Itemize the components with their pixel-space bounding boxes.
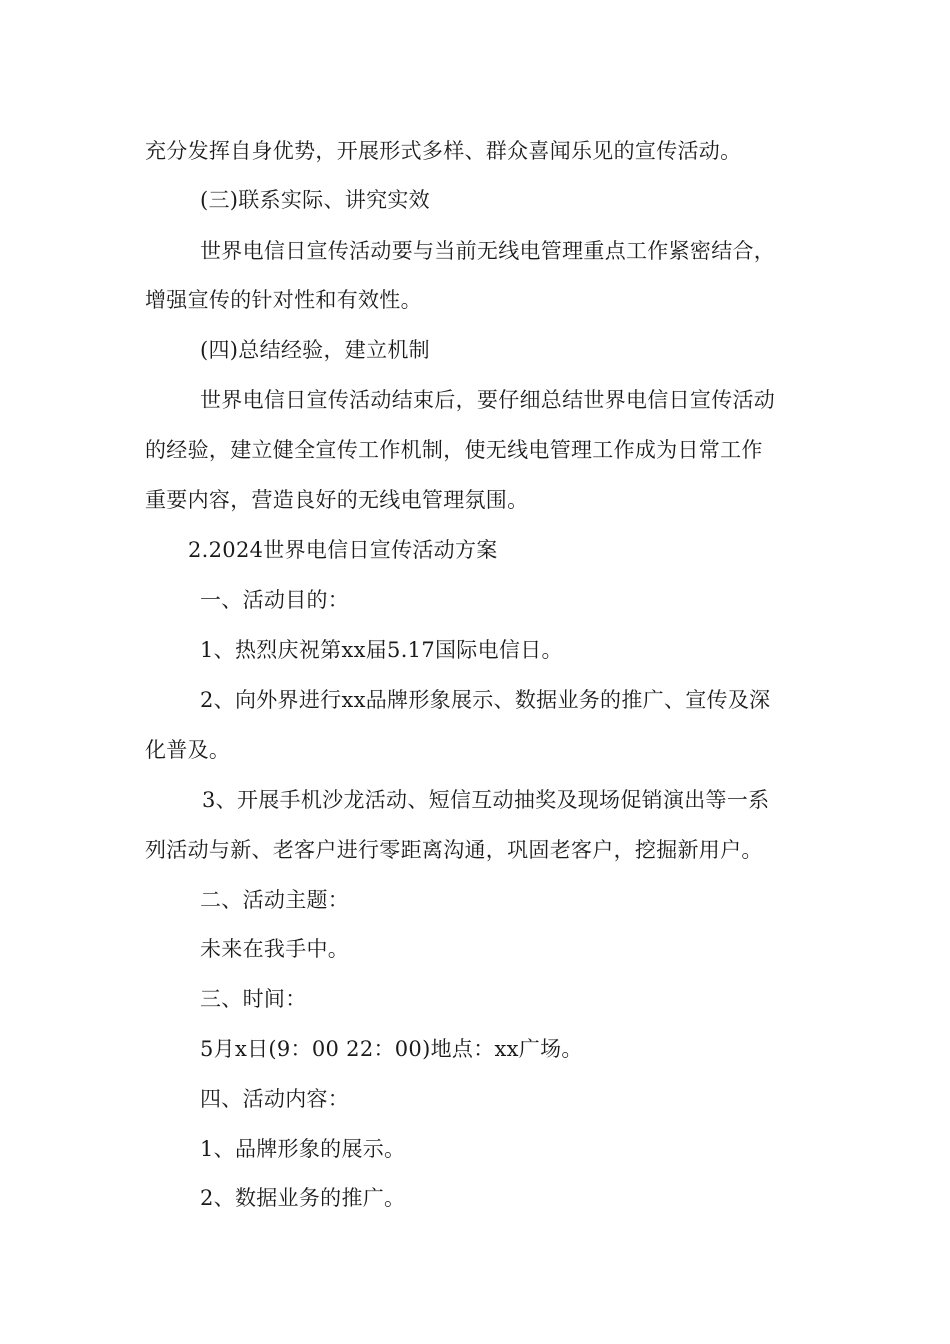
list-item: 2、向外界进行xx品牌形象展示、数据业务的推广、宣传及深: [200, 688, 771, 712]
paragraph-line: 充分发挥自身优势，开展形式多样、群众喜闻乐见的宣传活动。: [145, 139, 742, 163]
section-heading: (四)总结经验，建立机制: [200, 338, 430, 362]
paragraph-line: 化普及。: [145, 738, 231, 762]
list-item: 1、品牌形象的展示。: [200, 1137, 406, 1161]
section-heading: 三、时间：: [200, 987, 307, 1011]
document-title: 2.2024世界电信日宣传活动方案: [188, 538, 498, 562]
paragraph-line: 的经验，建立健全宣传工作机制，使无线电管理工作成为日常工作: [145, 438, 763, 462]
section-heading: 二、活动主题：: [200, 888, 350, 912]
paragraph-line: 增强宣传的针对性和有效性。: [145, 288, 422, 312]
paragraph-line: 重要内容，营造良好的无线电管理氛围。: [145, 488, 529, 512]
section-heading: 一、活动目的：: [200, 588, 350, 612]
paragraph-line: 世界电信日宣传活动结束后，要仔细总结世界电信日宣传活动: [200, 388, 776, 412]
list-item: 3、开展手机沙龙活动、短信互动抽奖及现场促销演出等一系: [202, 788, 770, 812]
paragraph-line: 世界电信日宣传活动要与当前无线电管理重点工作紧密结合，: [200, 239, 776, 263]
list-item: 2、数据业务的推广。: [200, 1186, 406, 1210]
paragraph-line: 未来在我手中。: [200, 937, 350, 961]
list-item: 1、热烈庆祝第xx届5.17国际电信日。: [200, 638, 563, 662]
paragraph-line: 列活动与新、老客户进行零距离沟通，巩固老客户，挖掘新用户。: [145, 838, 763, 862]
section-heading: 四、活动内容：: [200, 1087, 350, 1111]
paragraph-line: 5月x日(9：00 22：00)地点：xx广场。: [200, 1037, 583, 1061]
section-heading: (三)联系实际、讲究实效: [200, 188, 430, 212]
